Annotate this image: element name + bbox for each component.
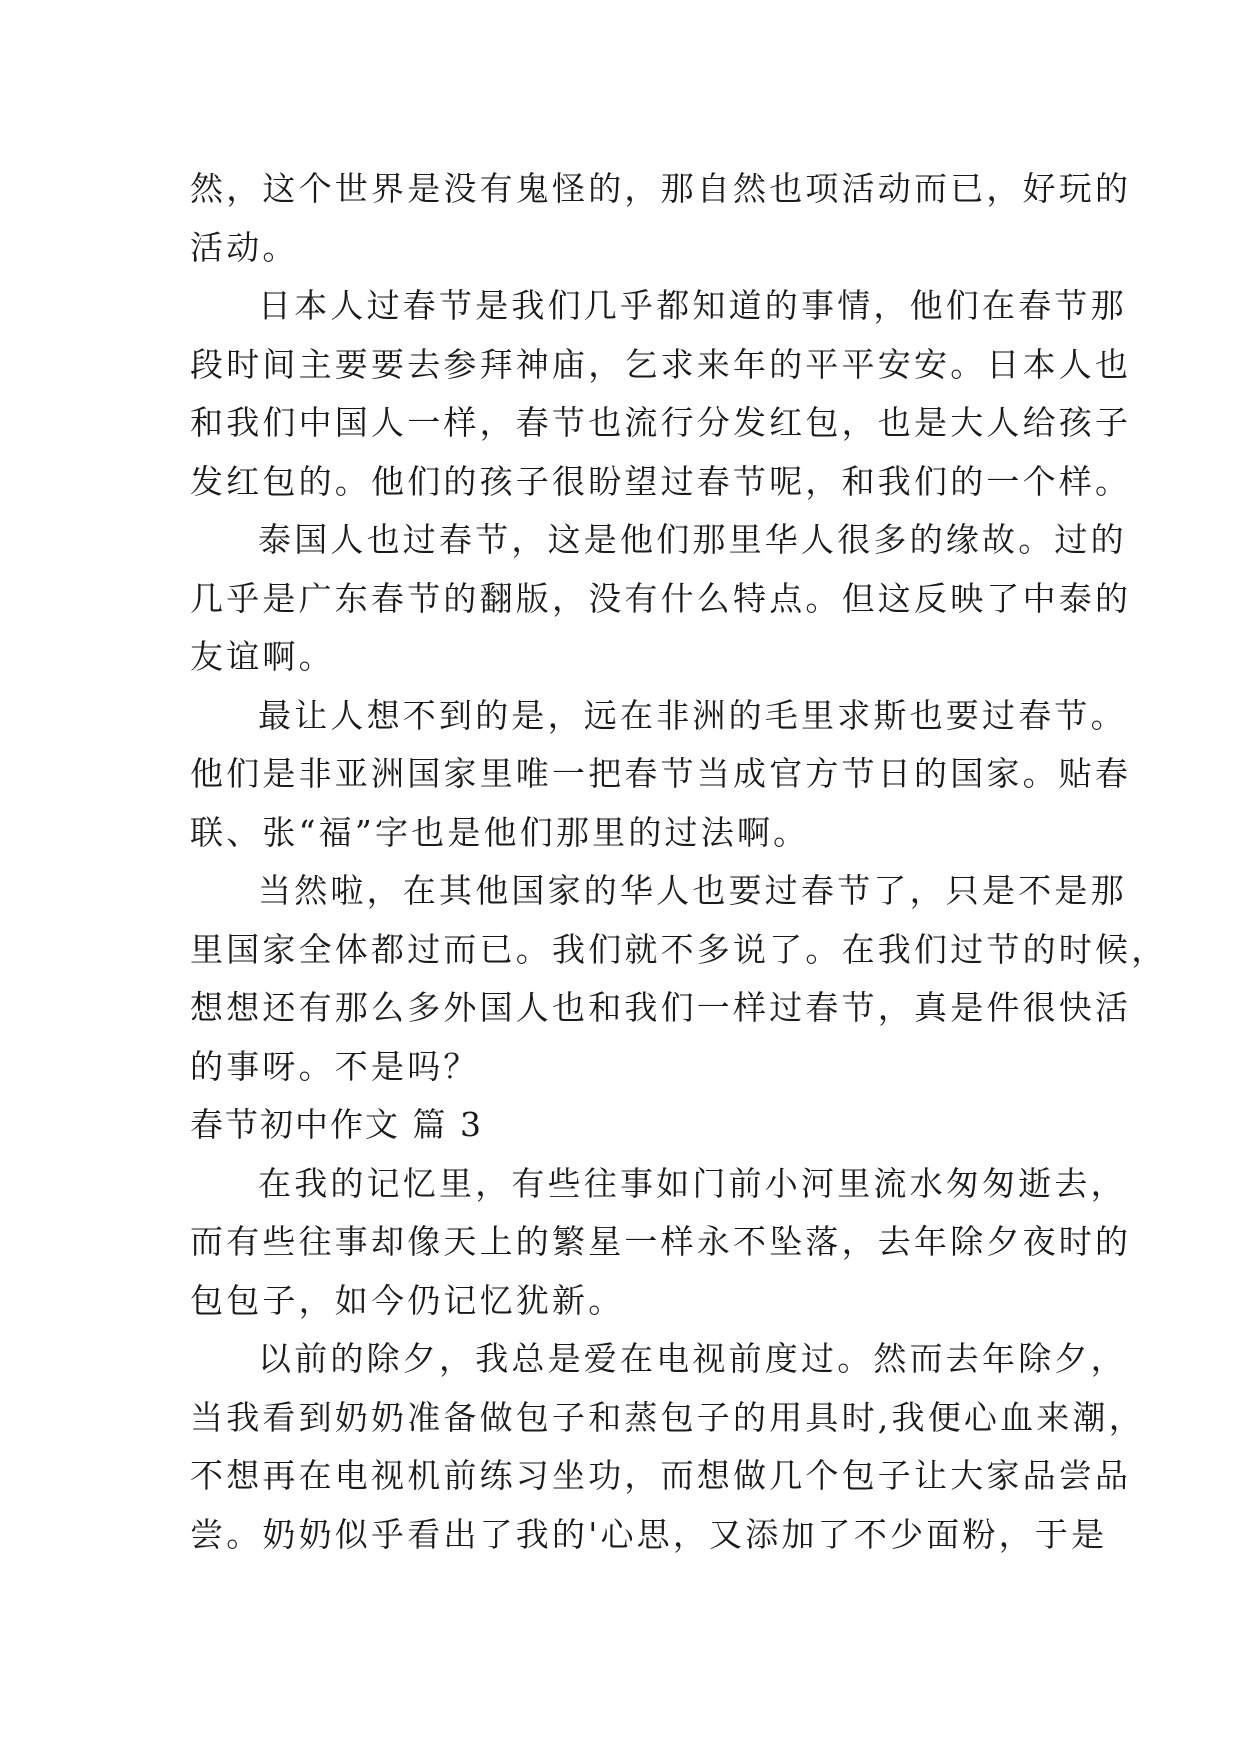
text-line: 泰国人也过春节，这是他们那里华人很多的缘故。过的 [258,520,1127,559]
text-line: 的事呀。不是吗？ [190,1046,480,1086]
document-body [190,160,1168,1564]
text-line: 不想再在电视机前练习坐功，而想做几个包子让大家品尝品 [190,1456,1132,1495]
text-line: 和我们中国人一样，春节也流行分发红包，也是大人给孩子 [190,403,1132,442]
text-line: 段时间主要要去参拜神庙，乞求来年的平平安安。日本人也 [190,344,1132,384]
text-line: 在我的记忆里，有些往事如门前小河里流水匆匆逝去， [258,1163,1127,1203]
text-line: 尝。奶奶似乎看出了我的'心思，又添加了不少面粉，于是 [190,1514,1108,1554]
text-line: 而有些往事却像天上的繁星一样永不坠落，去年除夕夜时的 [190,1222,1132,1261]
text-line: 想想还有那么多外国人也和我们一样过春节，真是件很快活 [190,988,1132,1027]
text-line: 里国家全体都过而已。我们就不多说了。在我们过节的时候， [190,929,1168,969]
text-line: 包包子，如今仍记忆犹新。 [190,1280,625,1320]
text-line: 最让人想不到的是，远在非洲的毛里求斯也要过春节。 [258,695,1127,735]
text-line: 日本人过春节是我们几乎都知道的事情，他们在春节那 [258,286,1127,325]
text-line: 几乎是广东春节的翻版，没有什么特点。但这反映了中泰的 [190,578,1132,618]
section-heading: 春节初中作文 篇 3 [190,1105,483,1144]
text-line: 友谊啊。 [190,637,335,676]
text-line: 联、张“福”字也是他们那里的过法啊。 [190,812,810,852]
text-line: 当我看到奶奶准备做包子和蒸包子的用具时,我便心血来潮， [190,1397,1145,1437]
text-line: 他们是非亚洲国家里唯一把春节当成官方节日的国家。贴春 [190,754,1132,793]
text-line: 当然啦，在其他国家的华人也要过春节了，只是不是那 [258,871,1127,910]
text-line: 然，这个世界是没有鬼怪的，那自然也项活动而已，好玩的 [190,169,1132,208]
text-line: 发红包的。他们的孩子很盼望过春节呢，和我们的一个样。 [190,461,1132,501]
text-line: 活动。 [190,227,299,267]
text-line: 以前的除夕，我总是爱在电视前度过。然而去年除夕， [258,1339,1127,1378]
